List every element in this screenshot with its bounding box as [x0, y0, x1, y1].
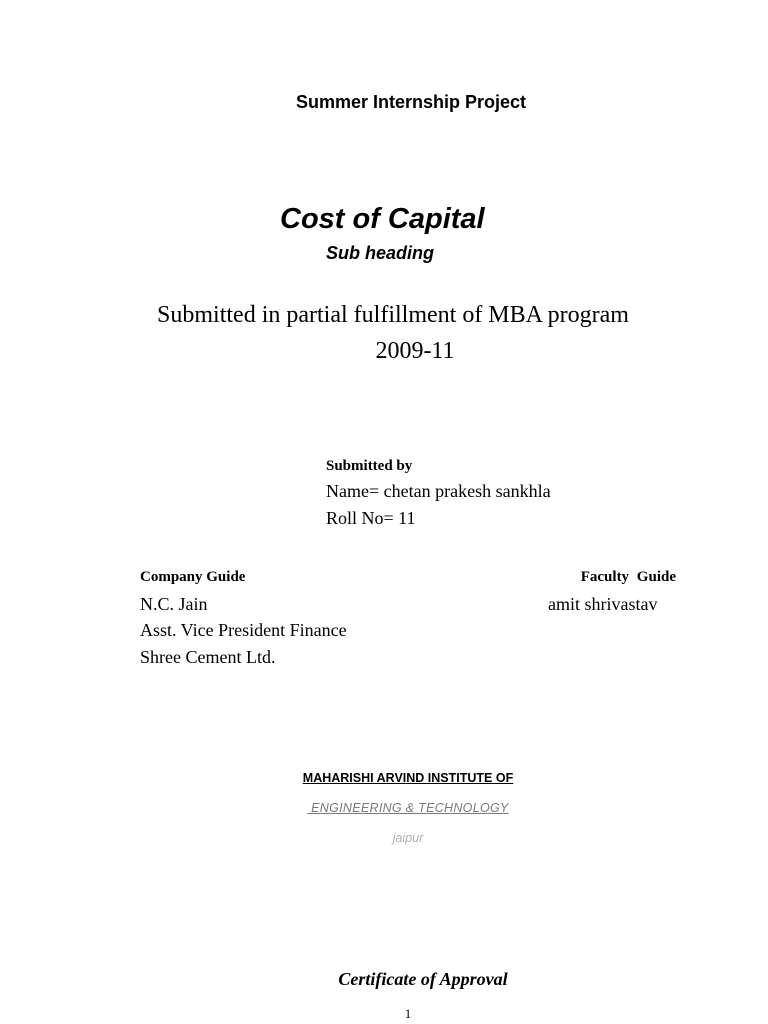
faculty-guide-name: amit shrivastav — [548, 594, 658, 614]
student-name: Name= chetan prakesh sankhla — [326, 481, 551, 501]
fulfillment-statement: Submitted in partial fulfillment of MBA program — [157, 302, 629, 328]
student-roll-number: Roll No= 11 — [326, 508, 416, 528]
company-guide-label: Company Guide — [140, 569, 246, 585]
faculty-guide-label: Faculty Guide — [580, 569, 676, 585]
certificate-heading: Certificate of Approval — [338, 969, 508, 989]
institute-name-line2: ENGINEERING & TECHNOLOGY — [307, 801, 509, 815]
project-type-heading: Summer Internship Project — [295, 92, 527, 112]
submitted-by-label: Submitted by — [326, 458, 413, 474]
company-guide-name: N.C. Jain — [140, 594, 208, 614]
company-name: Shree Cement Ltd. — [140, 647, 276, 667]
institute-city: jaipur — [392, 831, 424, 845]
document-subtitle: Sub heading — [326, 243, 434, 263]
company-guide-designation: Asst. Vice President Finance — [140, 620, 347, 640]
page-number: 1 — [404, 1006, 412, 1021]
program-year: 2009-11 — [375, 338, 455, 364]
document-title: Cost of Capital — [280, 203, 485, 235]
institute-name-line1: MAHARISHI ARVIND INSTITUTE OF — [302, 771, 514, 785]
